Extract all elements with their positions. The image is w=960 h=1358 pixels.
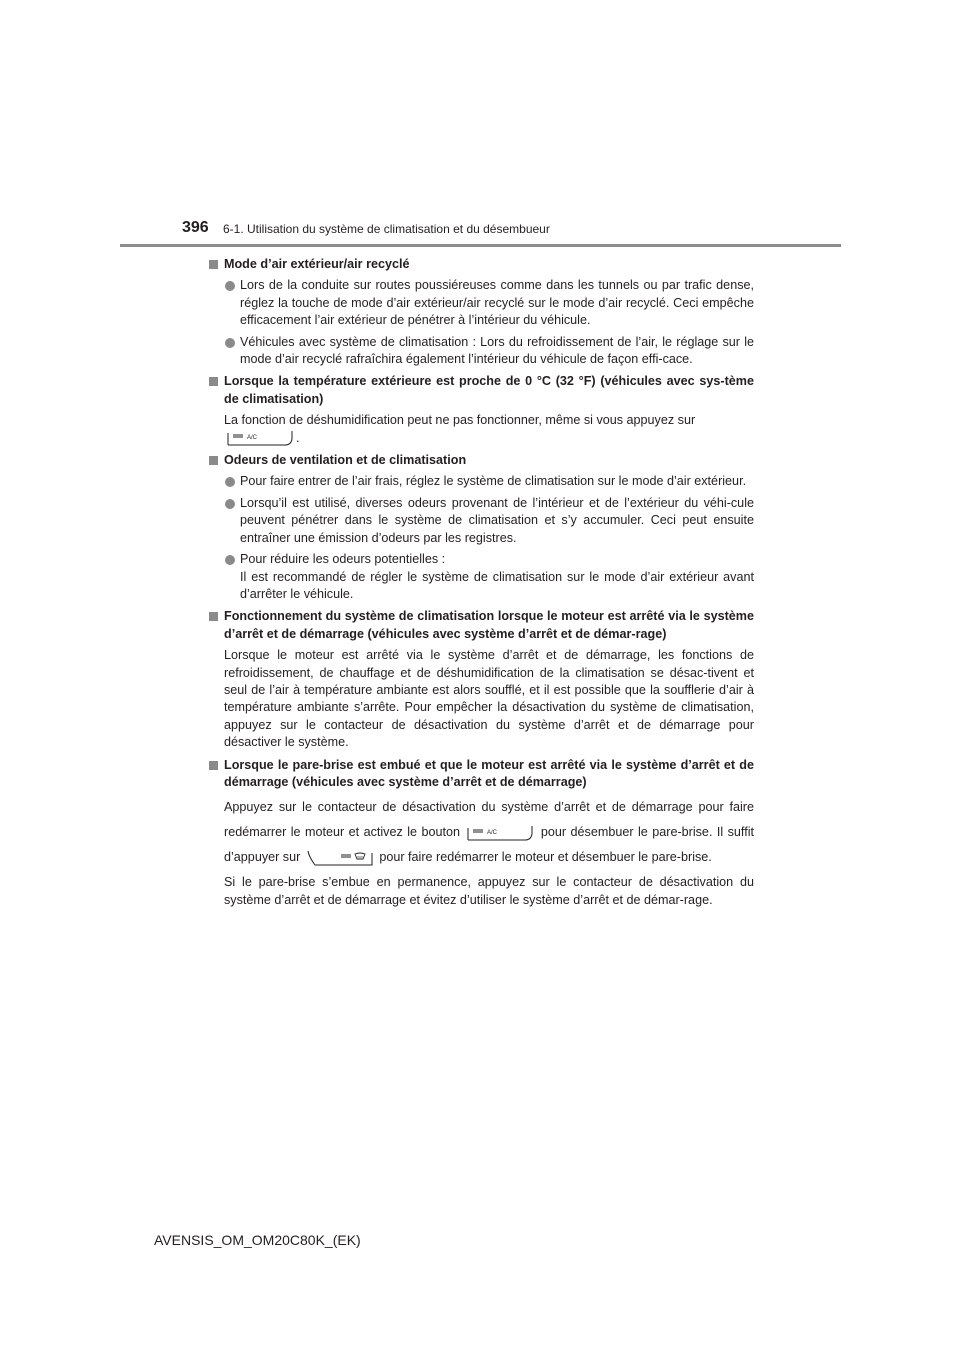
square-bullet-icon: [209, 612, 218, 621]
ac-label: A/C: [487, 830, 498, 837]
list-item: [209, 551, 754, 603]
list-item: [209, 495, 754, 547]
list-item: [209, 334, 754, 369]
heading-text: Lorsque le pare-brise est embué et que le moteur est arrêté via le système d’arrêt et de démarrage (véhicules avec système d’arrêt et de démarrage): [224, 757, 754, 789]
list-item-text: Il est recommandé de régler le système de climatisation sur le mode d’air extérieur avant d’arrêter le véhicule.: [240, 569, 754, 601]
section-heading: [209, 373, 754, 408]
heading-text: Lorsque la température extérieure est proche de 0 °C (32 °F) (véhicules avec sys-tème de climatisation): [224, 374, 754, 406]
paragraph: [209, 647, 754, 751]
square-bullet-icon: [209, 377, 218, 386]
paragraph: [209, 412, 754, 447]
paragraph-text: Lorsque le moteur est arrêté via le système d’arrêt et de démarrage, les fonctions de refroidissement, de chauffage et de déshumidification de la climatisation se désac-tivent et seul de l’air à température ambiante est alors soufflé, et il est possible que la soufflerie d’air à température ambiante s’arrête. Pour empêcher la désactivation du système de climatisation, appuyez sur le contacteur de désactivation du système d’arrêt et de démarrage pour désactiver le système.: [224, 648, 754, 750]
heading-text: Odeurs de ventilation et de climatisation: [224, 453, 467, 468]
round-bullet-icon: [225, 477, 235, 487]
list-item-text: Pour faire entrer de l’air frais, réglez le système de climatisation sur le mode d’air extérieur.: [240, 474, 747, 489]
paragraph-text: pour faire redémarrer le moteur et désembuer le pare-brise.: [379, 850, 712, 865]
page-number: 396: [182, 219, 209, 236]
round-bullet-icon: [225, 338, 235, 348]
ac-label: A/C: [247, 435, 258, 442]
ac-button-icon: [467, 825, 533, 841]
paragraph-text: Si le pare-brise s’embue en permanence, appuyez sur le contacteur de désactivation du système d’arrêt et de démarrage et évitez d’utiliser le système d’arrêt et de démar-rage.: [224, 875, 754, 907]
round-bullet-icon: [225, 499, 235, 509]
paragraph-text: La fonction de déshumidification peut ne pas fonctionner, même si vous appuyez sur: [224, 413, 696, 428]
section-heading: [209, 608, 754, 643]
header-rule: [120, 244, 841, 247]
chapter-title: 6-1. Utilisation du système de climatisation et du désembueur: [223, 222, 550, 236]
list-item-text: Lorsqu’il est utilisé, diverses odeurs provenant de l’intérieur et de l’extérieur du véhi-cule peuvent pénétrer dans le système de climatisation et s’y accumuler. Ceci peut ensuite entraîner une émission d’odeurs par les registres.: [240, 495, 754, 545]
heading-text: Mode d’air extérieur/air recyclé: [224, 257, 410, 271]
round-bullet-icon: [225, 555, 235, 565]
paragraph-text: Appuyez sur le contacteur de désactivation du système d’arrêt et de démarrage pour faire redémarrer le moteur et activez le bouton: [224, 800, 754, 840]
list-item-text: Lors de la conduite sur routes poussiéreuses comme dans les tunnels ou par trafic dense, réglez la touche de mode d’air extérieur/air recyclé sur le mode d’air recyclé. Ceci empêche efficacement l’air extérieur de pénétrer à l’intérieur du véhicule.: [240, 278, 754, 328]
list-item-text: Pour réduire les odeurs potentielles :: [240, 552, 446, 567]
list-item: [209, 473, 754, 490]
paragraph: [209, 795, 754, 870]
round-bullet-icon: [225, 281, 235, 291]
square-bullet-icon: [209, 456, 218, 465]
square-bullet-icon: [209, 761, 218, 770]
document-code: AVENSIS_OM_OM20C80K_(EK): [154, 1232, 361, 1248]
section-heading: [209, 256, 754, 273]
heading-text: Fonctionnement du système de climatisation lorsque le moteur est arrêté via le système d’arrêt et de démarrage (véhicules avec système d’arrêt et de démar-rage): [224, 609, 754, 641]
page-content: [209, 256, 754, 909]
section-heading: [209, 757, 754, 792]
windshield-defroster-button-icon: [307, 850, 373, 866]
ac-button-icon: [227, 430, 293, 446]
square-bullet-icon: [209, 260, 218, 269]
list-item: [209, 277, 754, 329]
list-item-text: Véhicules avec système de climatisation : Lors du refroidissement de l’air, le réglage sur le mode d’air recyclé rafraîchira également l’intérieur du véhicule de façon effi-cace.: [240, 334, 754, 367]
paragraph-text-end: .: [296, 430, 300, 445]
paragraph: [209, 874, 754, 909]
section-heading: [209, 452, 754, 469]
paragraph-text: pour désembuer le pare-brise. Il suffit d’appuyer sur: [224, 825, 754, 865]
